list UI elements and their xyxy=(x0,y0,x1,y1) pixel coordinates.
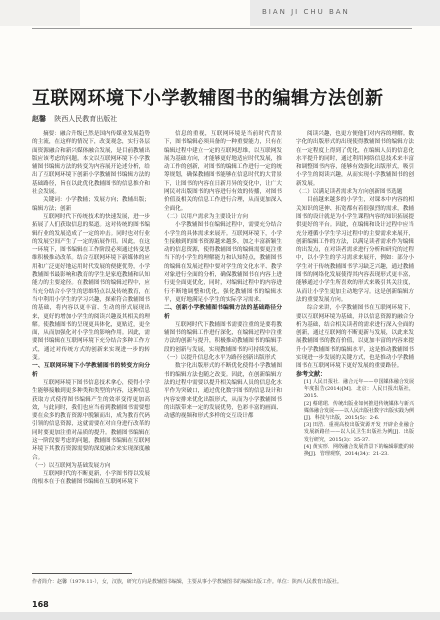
body-paragraph: 信息的重视，互联网环境是当前时代背景下，图书编辑必须具备的一种重要能力，只有在编辑过程中建立一定的互联网思维，以互联网发展为基础方向，才能够更好地适应时代发展，推动工作的创新，对图书的编辑工作进行一定的统筹规划，确保教辅图书能够在信息时代的大背景下，让图书的内容在日新月异的变化中，让广大网民对出版图书的内容进行有效的传播，对图书价值及相关的信息工作进行合理，从而更加深入全面化。 xyxy=(164,131,282,212)
section-heading: 一、互联网环境下小学教辅图书的转变方向分析 xyxy=(32,363,150,378)
author-footnote: 作者简介：赵馨（1979.11-），女，汉族，研究方向是教辅图书编辑，主要从事小学教辅图书的编辑出版工作。单位：陕西人民教育出版社。 xyxy=(32,579,342,585)
keywords: 关键词：小学教辅；发展方向；教辅出版；编辑方法；创新 xyxy=(32,197,150,212)
author-name: 赵馨 xyxy=(32,115,46,123)
article-title: 互联网环境下小学教辅图书的编辑方法创新 xyxy=(32,88,384,109)
body-paragraph: 阅读兴趣，也更方便他们对内容的理解。数字化的出版形式的出现使得教辅图书的编辑方法在一定程度上得到了优化，在编辑人员的信息化水平提升的同时，通过利用网络信息技术来丰富和调整图书内容，能够有效强化出版形式，吸引小学生的阅读兴趣，从而实现小学教辅图书的创新发展。 xyxy=(296,131,414,187)
author-line xyxy=(32,114,117,124)
body-paragraph: 互联网时代的不断更新，小学图书得以发展的根本在于在教辅图书编辑在互联网环境下 xyxy=(32,471,150,486)
reference-item: [3] 田浩．重视高校出版资源开发 开辟企业融合发展新路径——以人民卫生出版社为例[J]．出版发行研究，2015(3)：35-37. xyxy=(304,422,414,443)
text-column-1 xyxy=(32,130,150,487)
subsection-heading: （二）以满足读者需求为方向创新图书选题 xyxy=(296,189,403,196)
body-paragraph: 互联网时代下传统技术的快速发展，进一步拓展了人们获取信息的渠道。这对传统的图书编辑行业的发展造成了一定的冲击。同时也对行业的发展空间产生了一定的拓展作用。因此，在这一环境下，图书编辑在工作阶段必须通过转变思维积极推动改革。结合互联网环境下新媒体的应用和广泛更好地运用时代发展的便捷优势，小学教辅图书最影响和教育的学生是家庭教辅和认知能力的主要途径。在教辅图书的编辑过程中，应当充分结合小学生的思维特点以及传统教育，在当中利用小学生的学习兴趣，探索符合教辅图书的基础，将内容以更丰富、生动的形式展现出来，更好的增加小学生的阅读兴趣及其相关的理解。使教辅图书的呈现更具体化，更贴近，更全面，从而加强化对小学生的影响作用。因此，需要图书编辑在互联网环境下充分结合多种工作方式，通过对传统方式的创新来实现进一步的转变。 xyxy=(32,213,150,362)
author-affiliation: 陕西人民教育出版社 xyxy=(54,115,118,123)
header-rule xyxy=(32,28,412,29)
journal-header: BIAN JI CHU BAN xyxy=(262,8,350,16)
body-paragraph: 数字化出版形式的不断优化使得小学教辅图书的编辑方法也随之改变。因此，在创新编辑方法的过程中需要以提升相关编辑人员的信息化水平作为突破口，通过优化数字图书的信息设计和内容安排来优化出版形式，从而为小学教辅图书的出版带来一定的发展优势，色彩丰富的画面、动感的视频和形式多样的交互设计都 xyxy=(164,363,282,420)
text-column-2 xyxy=(164,130,282,420)
body-paragraph: 小学教辅图书在编辑过程中，需要充分结合小学生的具体需求来展开。互联网环境下，小学生接触到的图书资源越来越多，加之丰富新颖生动的信息资源，使得教辅图书的编辑需要更注重当下的小学生的理解能力和认知特点，教辅图书的编辑在发展过程中要对学生的文化水平、教学对象进行全面的分析，确保教辅图书在内容上进行更全面更优化，同时，对编辑过程中的内容进行不断地调整和优化，强化教辅图书的编辑水平，更好地满足小学生的实际学习需求。 xyxy=(164,222,282,303)
header-decor-left xyxy=(0,0,80,26)
reference-item: [4] 黄实形．网络融合发展背景下的编辑职能的转换[J]．管理观察，2014(34)：21-23. xyxy=(304,443,414,457)
body-paragraph: 综合来讲，小学教辅图书在互联网环境下，要以互联网环境为基础，并以信息资源的融合分析为基础，结合相关读者的需求进行深入全面的创新，通过互联网的不断更新与发展，以此来发展教辅图书的教育价值，以更加丰富的内容来提升小学教辅图书的编辑水平，这是推动教辅图书实现进一步发展的关键方式，也是推动小学教辅图书在互联网环境下更好发展的重要路径。 xyxy=(296,305,414,370)
page-number: 168 xyxy=(32,600,49,609)
footnote-rule xyxy=(32,573,132,574)
body-paragraph: 互联网环境下图书信息技术拿心，使得小学生能够接触到更多种类和类型的内容，这种信息获取方式使得图书编辑产生的效率变得更加高效，与此同时，我们也应当看到教辅图书需要想要在众多的教育资源中脱颖而出，成为教育代码引领的信息资源，这就需要在对自身进行改革的同时要更加注重对品质的提升。教辅图书编辑在这一阶段要考虑的问题，教辅图书编辑在互联网环境下其教育资源需要的深度融合来实现深度融合。 xyxy=(32,379,150,461)
body-paragraph: 互联网时代下教辅图书需要注重的是要将教辅图书的编辑工作进行深化，在编辑过程中注重方法的创新与提升，积极推动教辅图书的编辑手段的创新与发展，实现教辅图书的可持续发展。 xyxy=(164,321,282,353)
subsection-heading: （一）以提升信息化水平为路径创新出版形式 xyxy=(164,355,276,362)
text-column-3 xyxy=(296,130,414,458)
reference-item: [2] 蔡珺珺．传统出版业如何推进传统媒体与新兴媒体融合发展——以人民出版社数字出版实践为例[J]．科技与出版，2015(5)：2-6. xyxy=(304,400,415,421)
reference-item: [1] 人民日报社．融合元年——中国媒体融合发展年度报告(2014)[M]．北京：人民日报出版社，2015. xyxy=(304,378,414,400)
footer-decor xyxy=(0,612,440,620)
section-heading: 二、创新小学教辅图书编辑方法的基础路径分析 xyxy=(164,305,282,320)
references-heading: 参考文献： xyxy=(296,370,327,378)
subsection-heading: （二）以用户需求为主要设计方向 xyxy=(164,213,248,220)
abstract: 摘要：融合升级已然是国内传媒业发展趋势的主流，在这样的情况下，改变观念，实行各层面资源融合和新兴媒体融合发展，是目前教辅出版应该考虑的问题。本文以互联网环境下小学教辅图书编辑方法的转变为内容展开论述分析，给出了互联网环境下创新小学教辅图书编辑方法的基础路径，旨在以此优化教辅图书的信息推介和社会发展。 xyxy=(32,131,150,196)
body-paragraph: 目前越来越多的小学生，对课本中内容的相关知识的延伸、拓宽都有着很强烈的需求，教辅图书的设计就是为小学生课程内容的知识拓展提供更好的平台。因此，在编辑和设计过程中应当充分遵循小学生学习过程中的主要需求来展开，创新编辑工作的方法，以满足读者需求作为编辑的出发点，在对读者需求进行分析和研究的过程中，以小学生的学习需求来展开，例如：部分小学生对于传统教辅图书学习缺乏兴趣，通过教辅图书的网络化发展使得其内容表现形式更丰富，能够通过小学生所喜欢的形式来吸引其关注度，从而让小学生更加主动地学习。这是创新编辑方法的重要发展方向。 xyxy=(296,197,414,303)
subsection-heading: （一）以互联网为基础发展方向 xyxy=(32,462,111,469)
